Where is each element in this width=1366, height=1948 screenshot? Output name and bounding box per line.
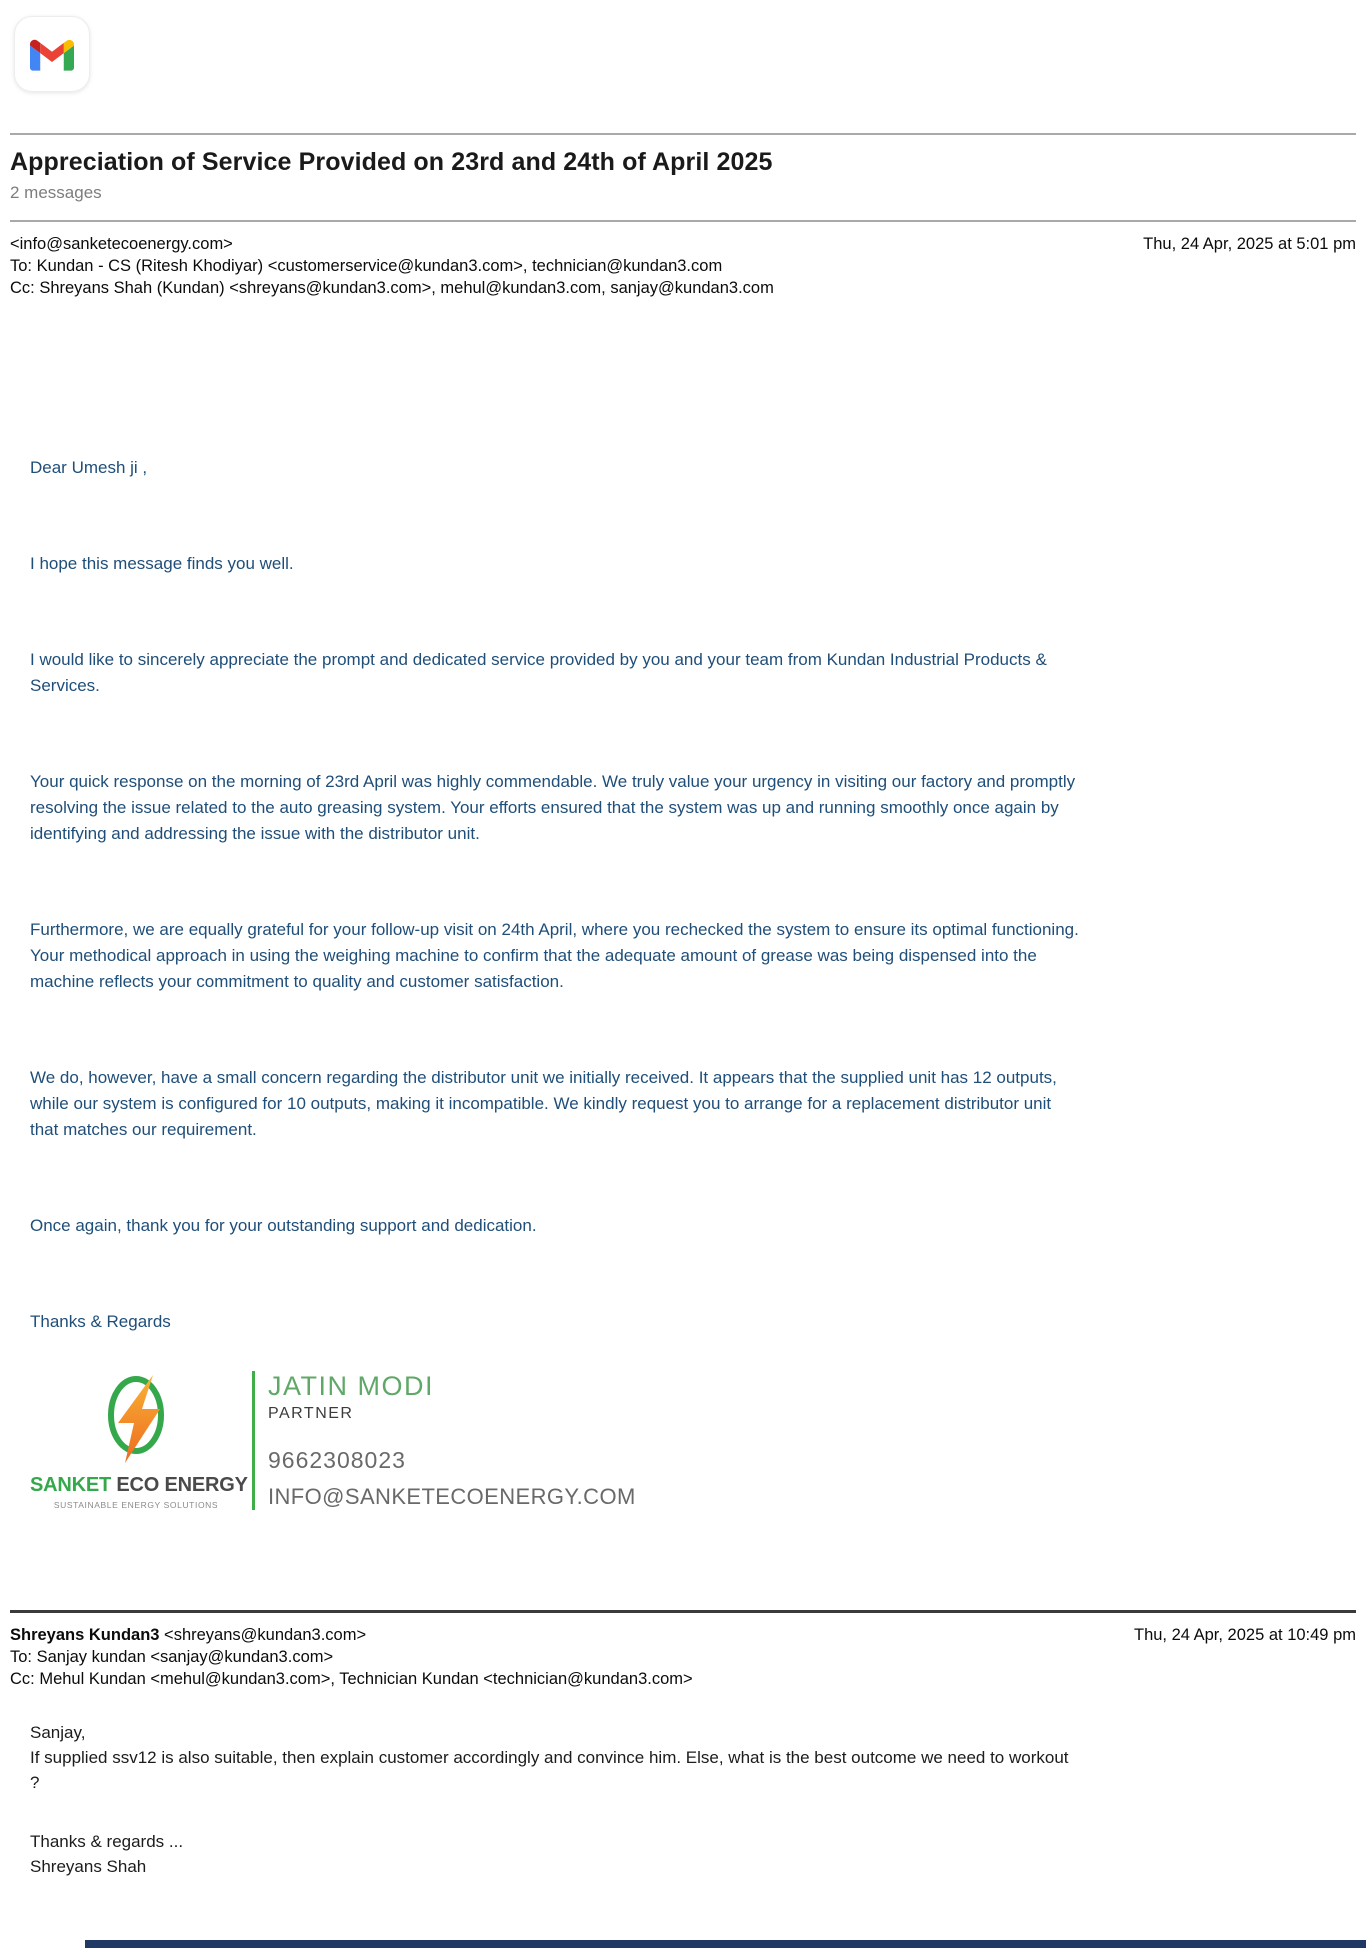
truncated-quoted-content-bar <box>85 1940 1366 1948</box>
message1-cc-line: Cc: Shreyans Shah (Kundan) <shreyans@kundan3.com>, mehul@kundan3.com, sanjay@kundan3.com <box>10 279 774 297</box>
message2-sender <box>10 1624 366 1646</box>
body-paragraph: If supplied ssv12 is also suitable, then explain customer accordingly and convince him. Else, what is the best outcome we need to workout ? <box>30 1748 1069 1792</box>
message1-header <box>10 233 1356 299</box>
email-print-view <box>0 16 1366 1879</box>
signature-contact-block <box>268 1371 636 1510</box>
body-greeting: Sanjay, <box>30 1723 86 1742</box>
signer-phone: 9662308023 <box>268 1447 406 1473</box>
brand-tagline: SUSTAINABLE ENERGY SOLUTIONS <box>53 1500 219 1510</box>
message2-cc-line: Cc: Mehul Kundan <mehul@kundan3.com>, Technician Kundan <technician@kundan3.com> <box>10 1670 693 1688</box>
brand-name: SANKET ECO ENERGY <box>30 1474 248 1496</box>
page-title: Appreciation of Service Provided on 23rd and 24th of April 2025 <box>10 148 773 176</box>
message2-body <box>10 1720 1085 1879</box>
subject-divider <box>10 220 1356 222</box>
message1-date: Thu, 24 Apr, 2025 at 5:01 pm <box>1143 235 1356 253</box>
message2-sender-name: Shreyans Kundan3 <box>10 1626 160 1644</box>
message-separator <box>10 1610 1356 1613</box>
body-paragraph: We do, however, have a small concern regarding the distributor unit we initially received. It appears that the supplied unit has 12 outputs, while our system is configured for 10 outputs, making it incompatible. We kindly request you to arrange for a replacement distributor unit that matches our requirement. <box>30 1068 1057 1139</box>
body-paragraph: I would like to sincerely appreciate the prompt and dedicated service provided by you and your team from Kundan Industrial Products & Services. <box>30 650 1047 695</box>
message2-header <box>10 1624 1356 1690</box>
signer-email: INFO@SANKETECOENERGY.COM <box>268 1484 636 1509</box>
signature-divider <box>252 1371 255 1510</box>
body-paragraph: Your quick response on the morning of 23rd April was highly commendable. We truly value your urgency in visiting our factory and promptly resolving the issue related to the auto greasing system. Your efforts ensured that the system was up and running smoothly once again by identifying and addressing the issue with the distributor unit. <box>30 772 1076 843</box>
message1-body <box>10 455 1085 1335</box>
signer-title: PARTNER <box>268 1405 354 1422</box>
signature-brand-block <box>30 1371 248 1510</box>
gmail-m-icon <box>30 37 74 71</box>
message2-to-line: To: Sanjay kundan <sanjay@kundan3.com> <box>10 1648 334 1666</box>
body-paragraph: Once again, thank you for your outstanding support and dedication. <box>30 1216 537 1235</box>
body-signoff: Thanks & Regards <box>30 1312 171 1331</box>
body-signoff: Shreyans Shah <box>30 1857 147 1876</box>
message1-to-line: To: Kundan - CS (Ritesh Khodiyar) <customerservice@kundan3.com>, technician@kundan3.com <box>10 257 723 275</box>
message1-sender-email: <info@sanketecoenergy.com> <box>10 235 233 253</box>
top-divider <box>10 133 1356 135</box>
message2-sender-email: <shreyans@kundan3.com> <box>159 1626 367 1644</box>
body-paragraph: I hope this message finds you well. <box>30 554 294 573</box>
body-paragraph: Furthermore, we are equally grateful for your follow-up visit on 24th April, where you rechecked the system to ensure its optimal functioning. Your methodical approach in using the weighing machine to confirm that the adequate amount of grease was being dispensed into the machine reflects your commitment to quality and customer satisfaction. <box>30 920 1079 991</box>
body-closing: Thanks & regards ... <box>30 1832 184 1851</box>
messages-count: 2 messages <box>10 183 102 202</box>
signer-name: JATIN MODI <box>268 1371 434 1401</box>
message2-date: Thu, 24 Apr, 2025 at 10:49 pm <box>1134 1626 1356 1644</box>
sanket-eco-energy-lightning-icon <box>80 1373 192 1465</box>
body-paragraph: Dear Umesh ji , <box>30 458 148 477</box>
email-signature <box>30 1371 1356 1510</box>
gmail-logo-tile <box>14 16 90 92</box>
